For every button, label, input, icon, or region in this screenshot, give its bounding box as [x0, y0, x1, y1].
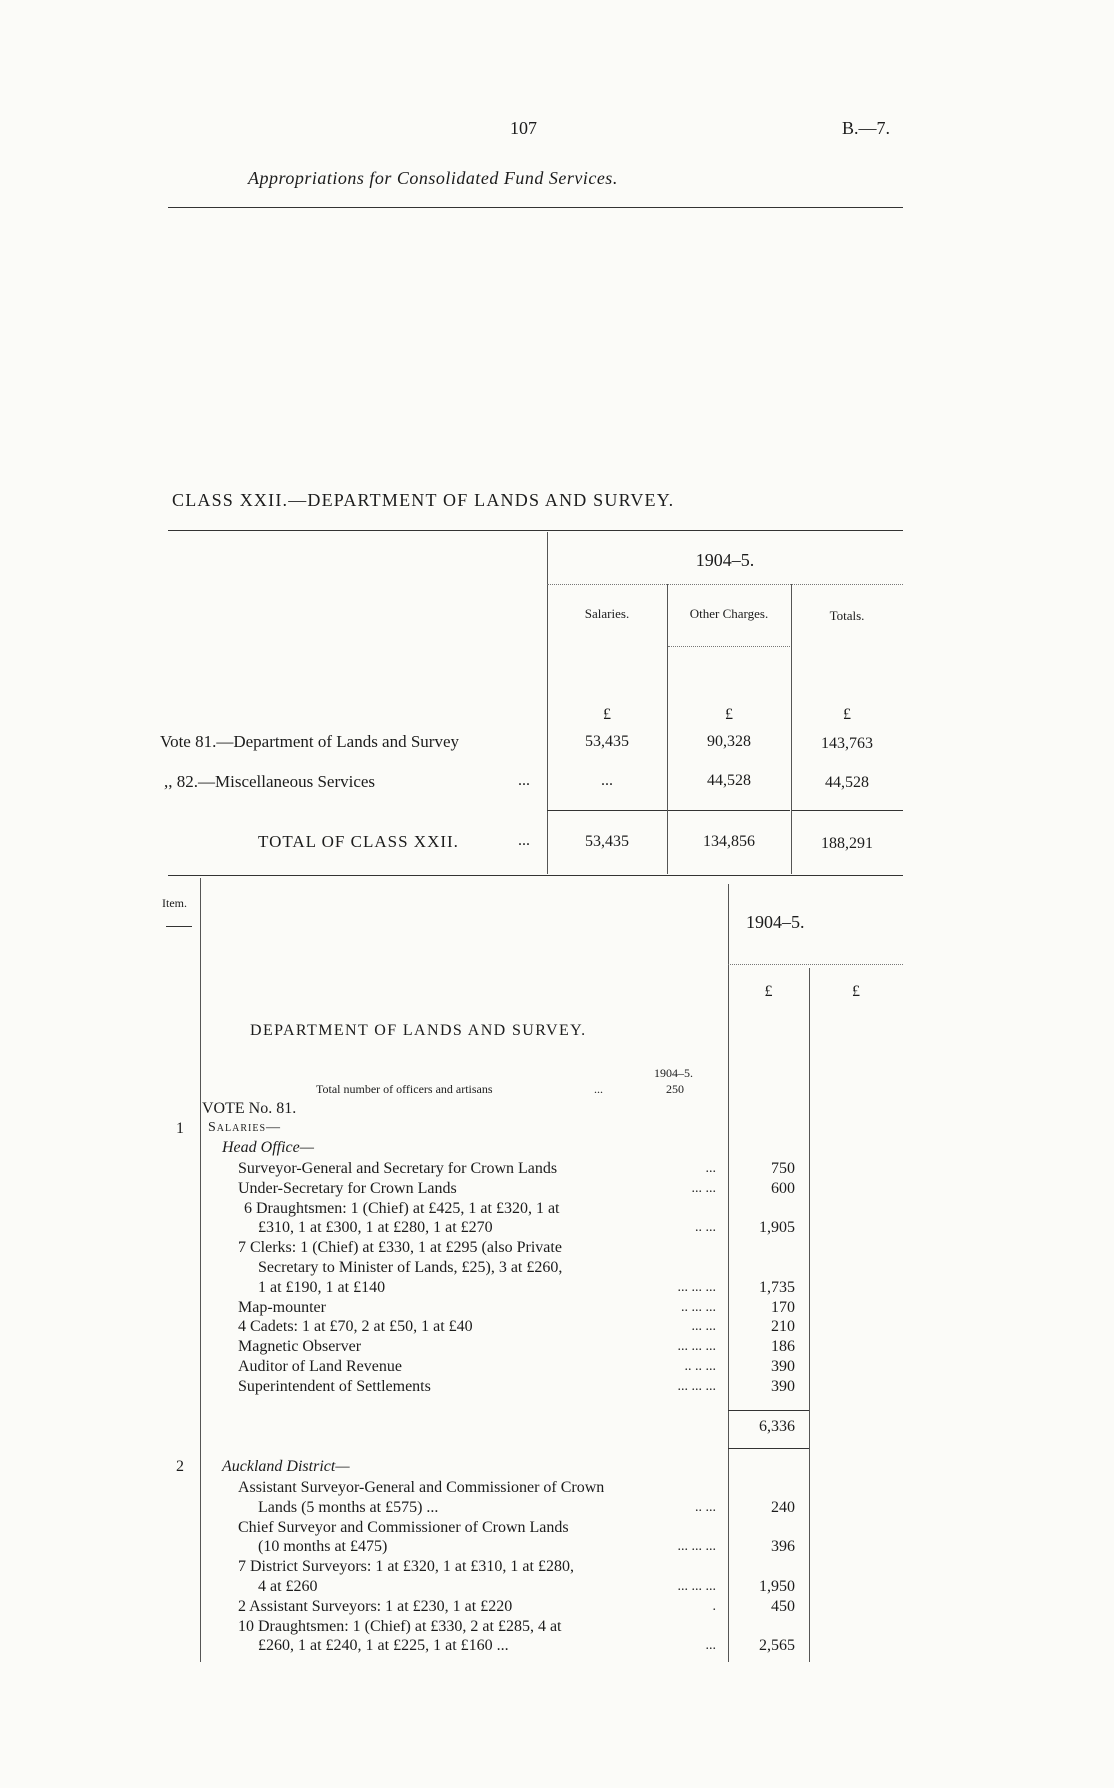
amount-column-divider-2: [809, 968, 810, 1662]
line-item-text: 4 at £260: [258, 1578, 318, 1595]
item-1-number: 1: [176, 1120, 184, 1137]
line-item-dots: .. ... ...: [681, 1299, 716, 1315]
page-number: 107: [510, 118, 537, 138]
line-item-dots: .. ...: [695, 1220, 716, 1236]
line-item-text: 6 Draughtsmen: 1 (Chief) at £425, 1 at £320, 1 at: [244, 1199, 560, 1217]
line-item-dots: ... ... ...: [677, 1539, 716, 1555]
document-reference: B.—7.: [842, 118, 891, 138]
vote-82-label: ,, 82.—Miscellaneous Services: [164, 772, 376, 791]
currency-totals: £: [843, 706, 851, 723]
line-item-text: £260, 1 at £240, 1 at £225, 1 at £160 ...: [258, 1637, 509, 1655]
vote-81-label: Vote 81.—Department of Lands and Survey: [160, 732, 460, 751]
year-rule: [547, 584, 903, 585]
line-item-text: Map-mounter: [238, 1298, 326, 1316]
line-item-amount: 186: [771, 1338, 795, 1356]
line-item-text: 1 at £190, 1 at £140: [258, 1278, 386, 1296]
head-office-total-bottom-rule: [728, 1448, 809, 1449]
line-item-text: Magnetic Observer: [238, 1338, 362, 1356]
line-item-amount: 170: [771, 1298, 795, 1316]
vote-81-salaries: 53,435: [585, 733, 629, 750]
detail-currency-2: £: [852, 983, 860, 1000]
class-total-dots: ...: [518, 832, 530, 849]
salaries-heading: Salaries—: [208, 1120, 282, 1135]
summary-year: 1904–5.: [695, 550, 755, 570]
officers-count: 250: [666, 1082, 684, 1096]
col-salaries-header: Salaries.: [584, 606, 630, 621]
line-item-text: 7 District Surveyors: 1 at £320, 1 at £310, 1 at £280,: [238, 1558, 574, 1576]
officers-label: Total number of officers and artisans: [316, 1082, 493, 1096]
line-item-text: Superintendent of Settlements: [238, 1377, 431, 1395]
line-item-text: Under-Secretary for Crown Lands: [238, 1179, 457, 1197]
line-item-amount: 240: [771, 1498, 795, 1516]
vote-82-dots: ...: [518, 772, 530, 789]
line-item-text: Assistant Surveyor-General and Commissioner of Crown: [238, 1479, 605, 1496]
summary-divider-3: [791, 584, 792, 874]
line-item-text: Lands (5 months at £575) ...: [258, 1498, 439, 1516]
line-item-text: Chief Surveyor and Commissioner of Crown Lands: [238, 1518, 569, 1536]
page-title: Appropriations for Consolidated Fund Services.: [248, 168, 618, 188]
item-column-header: Item.: [162, 896, 187, 910]
class-total-other: 134,856: [703, 833, 755, 850]
line-item-dots: ...: [705, 1638, 716, 1654]
vote-81-other: 90,328: [707, 733, 751, 750]
currency-other: £: [725, 706, 733, 723]
vote-82-totals: 44,528: [825, 774, 869, 791]
line-item-amount: 390: [771, 1377, 795, 1395]
line-item-amount: 396: [771, 1538, 795, 1556]
line-item-amount: 2,565: [759, 1637, 795, 1655]
line-item-dots: ... ... ...: [677, 1279, 716, 1295]
subtotal-rule-2: [668, 810, 790, 811]
department-heading: DEPARTMENT OF LANDS AND SURVEY.: [250, 1022, 587, 1039]
col-other-charges-header: Other Charges.: [689, 606, 769, 621]
line-item-text: Secretary to Minister of Lands, £25), 3 at £260,: [258, 1259, 563, 1276]
line-item-amount: 450: [771, 1597, 795, 1615]
class-heading: CLASS XXII.—DEPARTMENT OF LANDS AND SURVEY.: [172, 490, 675, 510]
other-charges-underline: [668, 646, 790, 647]
col-totals-header: Totals.: [829, 608, 865, 623]
summary-divider-2: [667, 584, 668, 874]
class-total-label: TOTAL OF CLASS XXII.: [258, 832, 459, 851]
vote-82-other: 44,528: [707, 772, 751, 789]
line-item-amount: 210: [771, 1318, 795, 1336]
head-office-heading: Head Office—: [222, 1139, 314, 1156]
line-item-dots: ...: [705, 1161, 716, 1176]
detail-currency-1: £: [764, 983, 773, 1000]
auckland-heading: Auckland District—: [222, 1458, 350, 1475]
line-item-text: 2 Assistant Surveyors: 1 at £230, 1 at £220: [238, 1597, 513, 1615]
line-item-dots: ... ...: [691, 1319, 716, 1335]
line-item-text: (10 months at £475): [258, 1538, 388, 1556]
item-2-number: 2: [176, 1458, 184, 1475]
class-bottom-rule: [168, 875, 903, 876]
class-top-rule: [168, 530, 903, 531]
line-item-amount: 1,735: [759, 1278, 795, 1296]
line-item-dots: ... ... ...: [677, 1579, 716, 1594]
officers-year: 1904–5.: [654, 1066, 693, 1080]
header-rule: [168, 207, 903, 208]
head-office-total-top-rule: [728, 1410, 809, 1411]
head-office-total: 6,336: [759, 1418, 795, 1435]
detail-year-rule: [728, 964, 903, 965]
detail-year: 1904–5.: [746, 912, 805, 932]
line-item-dots: .. ...: [695, 1499, 716, 1515]
line-item-amount: 1,905: [759, 1219, 795, 1237]
line-item-dots: ... ... ...: [677, 1339, 716, 1355]
class-total-totals: 188,291: [821, 835, 873, 852]
subtotal-rule-1: [547, 810, 667, 811]
line-item-amount: 390: [771, 1358, 795, 1375]
line-item-amount: 600: [771, 1179, 795, 1197]
subtotal-rule-3: [792, 810, 903, 811]
line-item-dots: .: [712, 1598, 716, 1614]
line-item-text: 10 Draughtsmen: 1 (Chief) at £330, 2 at £285, 4 at: [238, 1617, 562, 1635]
vote-81-totals: 143,763: [821, 735, 873, 752]
item-header-rule: [166, 926, 192, 927]
line-item-dots: ... ...: [691, 1180, 716, 1196]
vote-heading: VOTE No. 81.: [202, 1100, 297, 1117]
vote-82-salaries: ...: [601, 772, 613, 789]
line-item-text: £310, 1 at £300, 1 at £280, 1 at £270: [258, 1219, 493, 1237]
line-item-dots: .. .. ...: [684, 1359, 716, 1374]
line-item-text: Surveyor-General and Secretary for Crown Lands: [238, 1160, 558, 1177]
line-item-dots: ... ... ...: [677, 1378, 716, 1394]
line-item-text: 4 Cadets: 1 at £70, 2 at £50, 1 at £40: [238, 1318, 473, 1336]
item-column-divider: [200, 878, 201, 1662]
class-total-salaries: 53,435: [585, 833, 629, 850]
currency-salaries: £: [603, 706, 611, 723]
line-item-amount: 1,950: [759, 1578, 795, 1595]
line-item-text: 7 Clerks: 1 (Chief) at £330, 1 at £295 (also Private: [238, 1239, 562, 1257]
line-item-amount: 750: [771, 1160, 795, 1177]
line-item-text: Auditor of Land Revenue: [238, 1358, 402, 1375]
officers-dots: ...: [594, 1082, 603, 1096]
